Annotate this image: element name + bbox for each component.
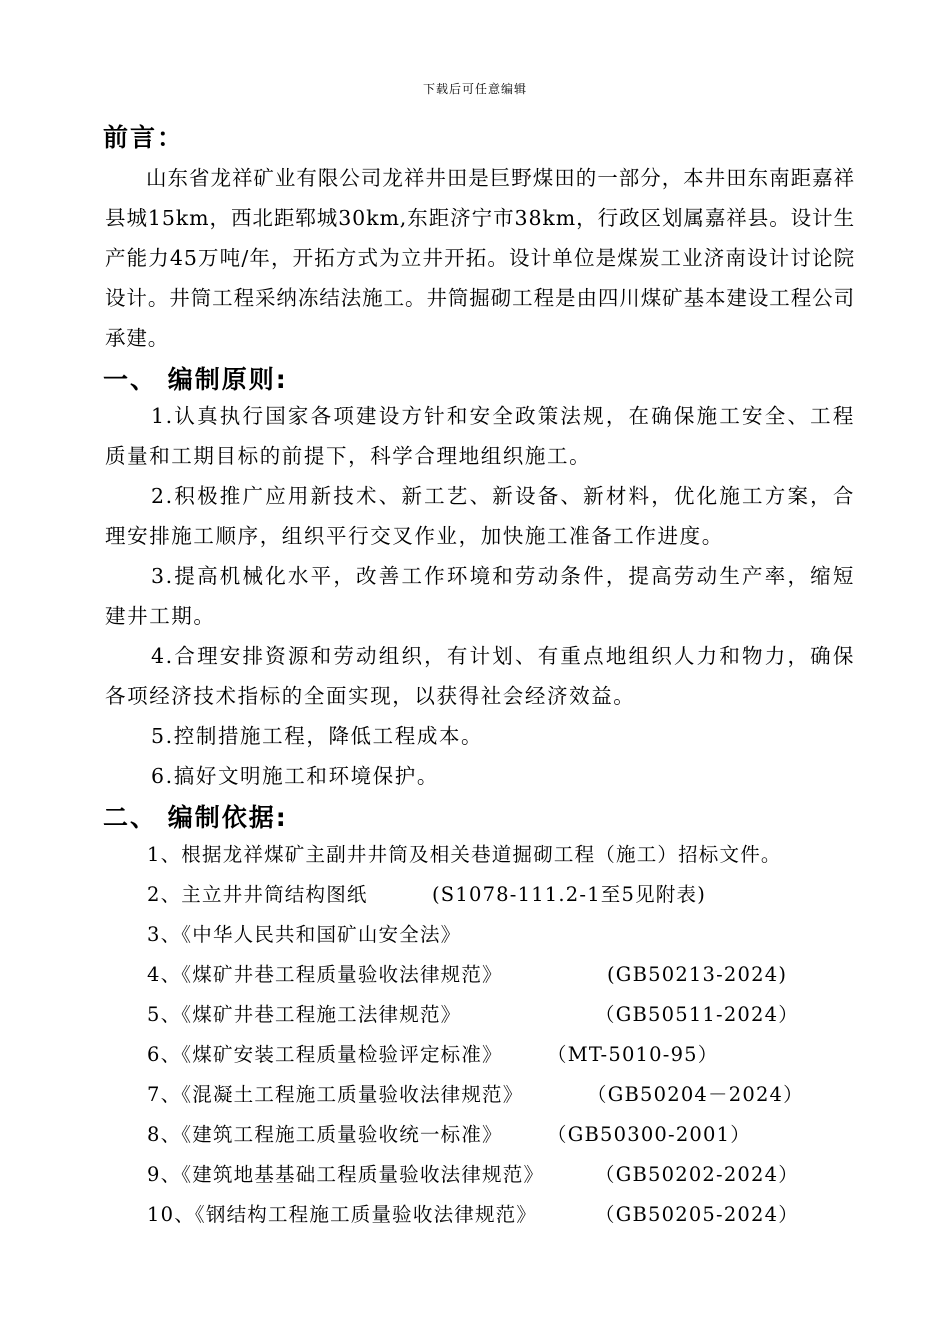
basis-item-6 [147,1035,867,1075]
basis-item-text: 8、《建筑工程施工质量验收统一标准》 [147,1123,503,1146]
basis-item-7 [147,1075,867,1115]
basis-item-code: （GB50511-2024） [595,1003,799,1026]
basis-item-code: （GB50204－2024） [587,1083,804,1106]
basis-item-code: （MT-5010-95） [547,1043,719,1066]
basis-item-text: 5、《煤矿井巷工程施工法律规范》 [147,1003,462,1026]
basis-item-text: 9、《建筑地基基础工程质量验收法律规范》 [147,1163,545,1186]
basis-item-text: 6、《煤矿安装工程质量检验评定标准》 [147,1043,503,1066]
basis-item-code: （GB50300-2001） [547,1123,751,1146]
basis-item-9 [147,1155,867,1195]
basis-item-2 [147,875,867,915]
principle-item-3: 3.提高机械化水平，改善工作环境和劳动条件，提高劳动生产率，缩短建井工期。 [105,564,855,628]
basis-item-4 [147,955,867,995]
basis-item-text: 10、《钢结构工程施工质量验收法律规范》 [147,1203,538,1226]
basis-heading: 二、 编制依据: [103,803,288,832]
basis-item-text: 1、根据龙祥煤矿主副井井筒及相关巷道掘砌工程（施工）招标文件。 [147,843,782,866]
basis-item-1 [147,835,867,875]
header-note: 下载后可任意编辑 [422,82,527,96]
principle-item-1: 1.认真执行国家各项建设方针和安全政策法规，在确保施工安全、工程质量和工期目标的前提下，科学合理地组织施工。 [105,404,855,468]
basis-item-3 [147,915,867,955]
basis-item-text: 4、《煤矿井巷工程质量验收法律规范》 [147,963,503,986]
foreword-heading: 前言： [103,123,185,152]
basis-item-text: 3、《中华人民共和国矿山安全法》 [147,923,462,946]
principle-item-6: 6.搞好文明施工和环境保护。 [151,764,439,788]
principles-heading: 一、 编制原则: [103,365,288,394]
basis-item-code: (GB50213-2024) [607,963,788,986]
basis-item-8 [147,1115,867,1155]
principle-item-4: 4.合理安排资源和劳动组织，有计划、有重点地组织人力和物力，确保各项经济技术指标的全面实现，以获得社会经济效益。 [105,644,855,708]
principle-item-5: 5.控制措施工程，降低工程成本。 [151,724,484,748]
basis-item-code: （GB50202-2024） [595,1163,799,1186]
basis-item-code: (S1078-111.2-1至5见附表) [432,883,707,906]
principle-item-2: 2.积极推广应用新技术、新工艺、新设备、新材料，优化施工方案，合理安排施工顺序，组织平行交叉作业，加快施工准备工作进度。 [105,484,855,548]
basis-item-text: 7、《混凝土工程施工质量验收法律规范》 [147,1083,524,1106]
foreword-paragraph: 山东省龙祥矿业有限公司龙祥井田是巨野煤田的一部分，本井田东南距嘉祥县城15km，西北距郓城30km,东距济宁市38km，行政区划属嘉祥县。设计生产能力45万吨/年，开拓方式为立井开拓。设计单位是煤炭工业济南设计讨论院设计。井筒工程采纳冻结法施工。井筒掘砌工程是由四川煤矿基本建设工程公司承建。 [105,166,855,350]
basis-item-text: 2、主立井井筒结构图纸 [147,883,368,906]
basis-item-code: （GB50205-2024） [595,1203,799,1226]
basis-item-10 [147,1195,867,1235]
basis-item-5 [147,995,867,1035]
